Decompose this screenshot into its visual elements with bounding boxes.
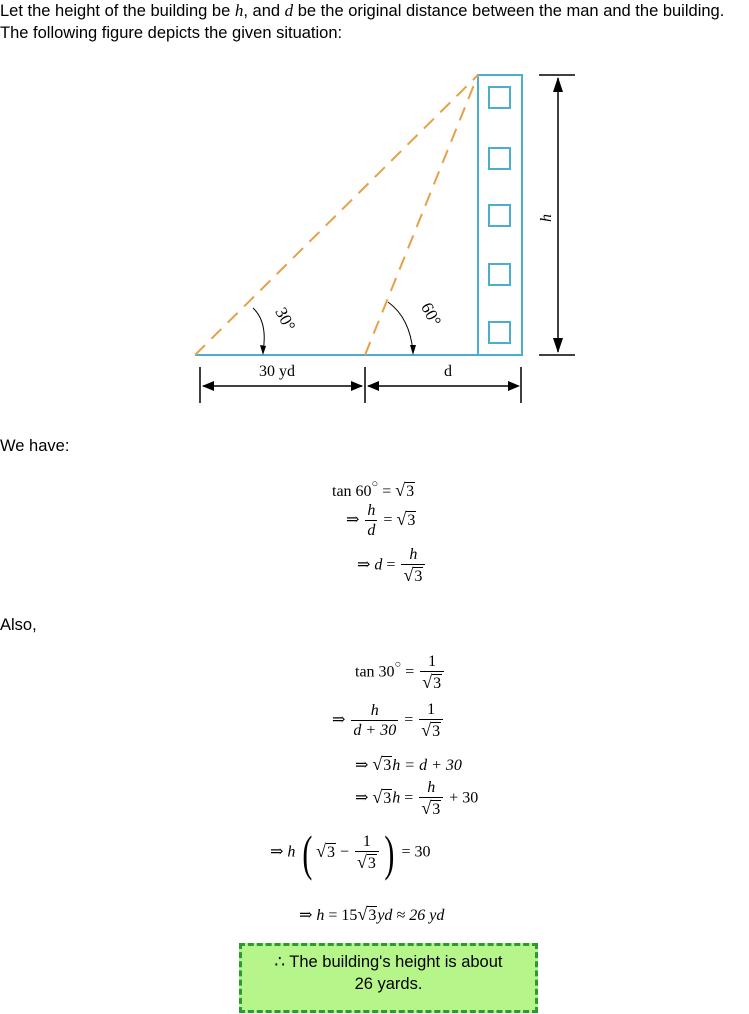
eq1-line1: tan 60○ = √3: [332, 478, 415, 500]
answer-box: [239, 943, 538, 1013]
intro-text-1: Let the height of the building be: [0, 2, 235, 20]
var-d: d: [284, 1, 294, 20]
label-30yd: 30 yd: [259, 363, 295, 380]
label-d: d: [444, 363, 452, 380]
intro-text-2: , and: [243, 2, 285, 20]
building-diagram: [0, 0, 749, 420]
label-h: h: [538, 214, 555, 222]
eq2-line3: ⇒ √3h = d + 30: [355, 754, 462, 774]
also-label: Also,: [0, 616, 37, 634]
eq1-line2: ⇒ $\frac{h}{d}$ = √3: [346, 502, 416, 539]
arc-60: [388, 302, 413, 352]
eq2-line5: ⇒ h ( √3 − $\frac{1}{√3}$ ) = 30: [270, 825, 431, 881]
angle-30-label: 30°: [271, 304, 300, 335]
eq1-line3: ⇒ d = $\frac{h}{√3}$: [357, 545, 427, 587]
var-h: h: [234, 1, 244, 20]
eq2-line2: ⇒ $\frac{h}{d + 30}$ = $\frac{1}{√3}$: [332, 700, 445, 742]
answer-line-2: 26 yards.: [354, 975, 423, 993]
building: [478, 75, 522, 355]
eq2-line1: tan 30○ = $\frac{1}{√3}$: [355, 652, 446, 694]
angle-60-label: 60°: [417, 299, 446, 330]
we-have-label: We have:: [0, 437, 70, 455]
building-windows: [489, 87, 510, 343]
arc-30: [253, 308, 264, 352]
eq2-line4: ⇒ √3h = $\frac{h}{√3}$ + 30: [355, 779, 479, 818]
answer-line-1: ∴ The building's height is about: [274, 953, 503, 971]
intro-text-3: be the original distance between the man and the building. The following figure depicts the given situation:: [0, 2, 725, 42]
eq2-line6: ⇒ h = 15√3yd ≈ 26 yd: [299, 904, 445, 924]
